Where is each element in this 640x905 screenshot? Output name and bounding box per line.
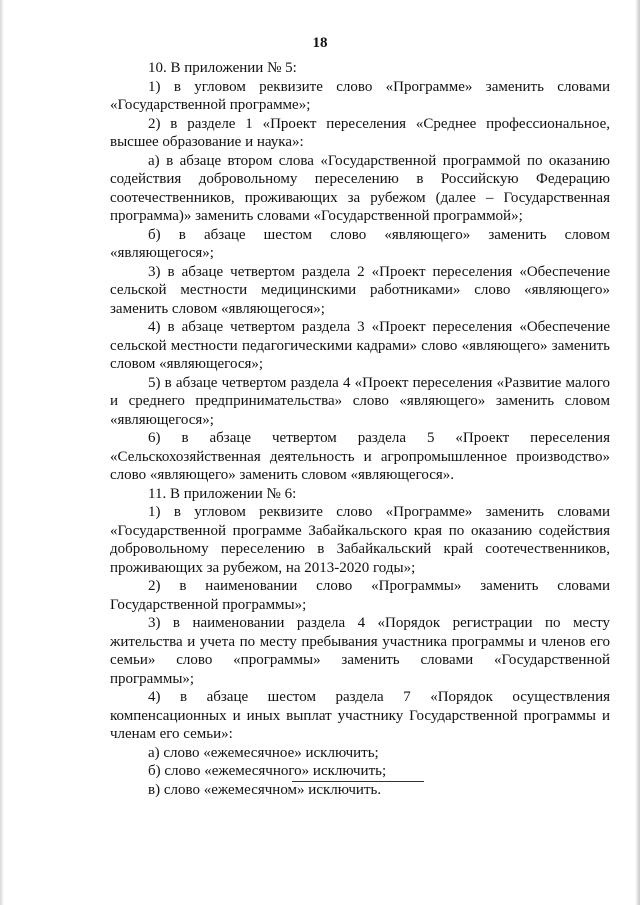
paragraph: 2) в разделе 1 «Проект переселения «Среднее профессиональное, высшее образование и наука»: xyxy=(110,115,610,150)
paragraph: 6) в абзаце четвертом раздела 5 «Проект переселения «Сельскохозяйственная деятельность и агропромышленное производство» слово «являющего» заменить словом «являющегося». xyxy=(110,430,610,483)
paragraph: 1) в угловом реквизите слово «Программе» заменить словами «Государственной программе Забайкальского края по оказанию содействия добровольному переселению в Забайкальский край соотечественников, проживающих за рубежом, на 2013-2020 годы»; xyxy=(110,504,610,576)
paragraph: 3) в наименовании раздела 4 «Порядок регистрации по месту жительства и учета по месту пребывания участника программы и членов его семьи» слово «программы» заменить словами «Государственной программы»; xyxy=(110,615,610,687)
section-heading-11: 11. В приложении № 6: xyxy=(148,485,297,502)
paragraph: 3) в абзаце четвертом раздела 2 «Проект переселения «Обеспечение сельской местности медицинскими работниками» слово «являющего» заменить словом «являющегося»; xyxy=(110,263,610,317)
paragraph: 2) в наименовании слово «Программы» заменить словами Государственной программы»; xyxy=(110,578,610,613)
paragraph: а) слово «ежемесячное» исключить; xyxy=(148,744,379,761)
paragraph: б) в абзаце шестом слово «являющего» заменить словом «являющегося»; xyxy=(110,226,610,261)
end-divider-line xyxy=(292,781,424,782)
page-number: 18 xyxy=(312,35,328,51)
paragraph: б) слово «ежемесячного» исключить; xyxy=(148,763,387,779)
paragraph: 4) в абзаце шестом раздела 7 «Порядок осуществления компенсационных и иных выплат участнику Государственной программы и членам его семьи»: xyxy=(110,689,610,742)
paragraph: 5) в абзаце четвертом раздела 4 «Проект переселения «Развитие малого и среднего предпринимательства» слово «являющего» заменить словом «являющегося»; xyxy=(110,374,610,428)
section-heading-10: 10. В приложении № 5: xyxy=(148,60,297,76)
paragraph: 1) в угловом реквизите слово «Программе» заменить словами «Государственной программе»; xyxy=(110,78,610,113)
paragraph: в) слово «ежемесячном» исключить. xyxy=(148,781,382,798)
document-body xyxy=(110,59,610,799)
scan-edge-left xyxy=(0,0,4,905)
paragraph: 4) в абзаце четвертом раздела 3 «Проект переселения «Обеспечение сельской местности педагогическими кадрами» слово «являющего» заменить словом «являющегося»; xyxy=(110,319,610,372)
scan-edge-right xyxy=(635,0,640,905)
paragraph: а) в абзаце втором слова «Государственной программой по оказанию содействия добровольному переселению в Российскую Федерацию соотечественников, проживающих за рубежом (далее – Государственная программа)» заменить словами «Государственной программой»; xyxy=(110,152,610,224)
